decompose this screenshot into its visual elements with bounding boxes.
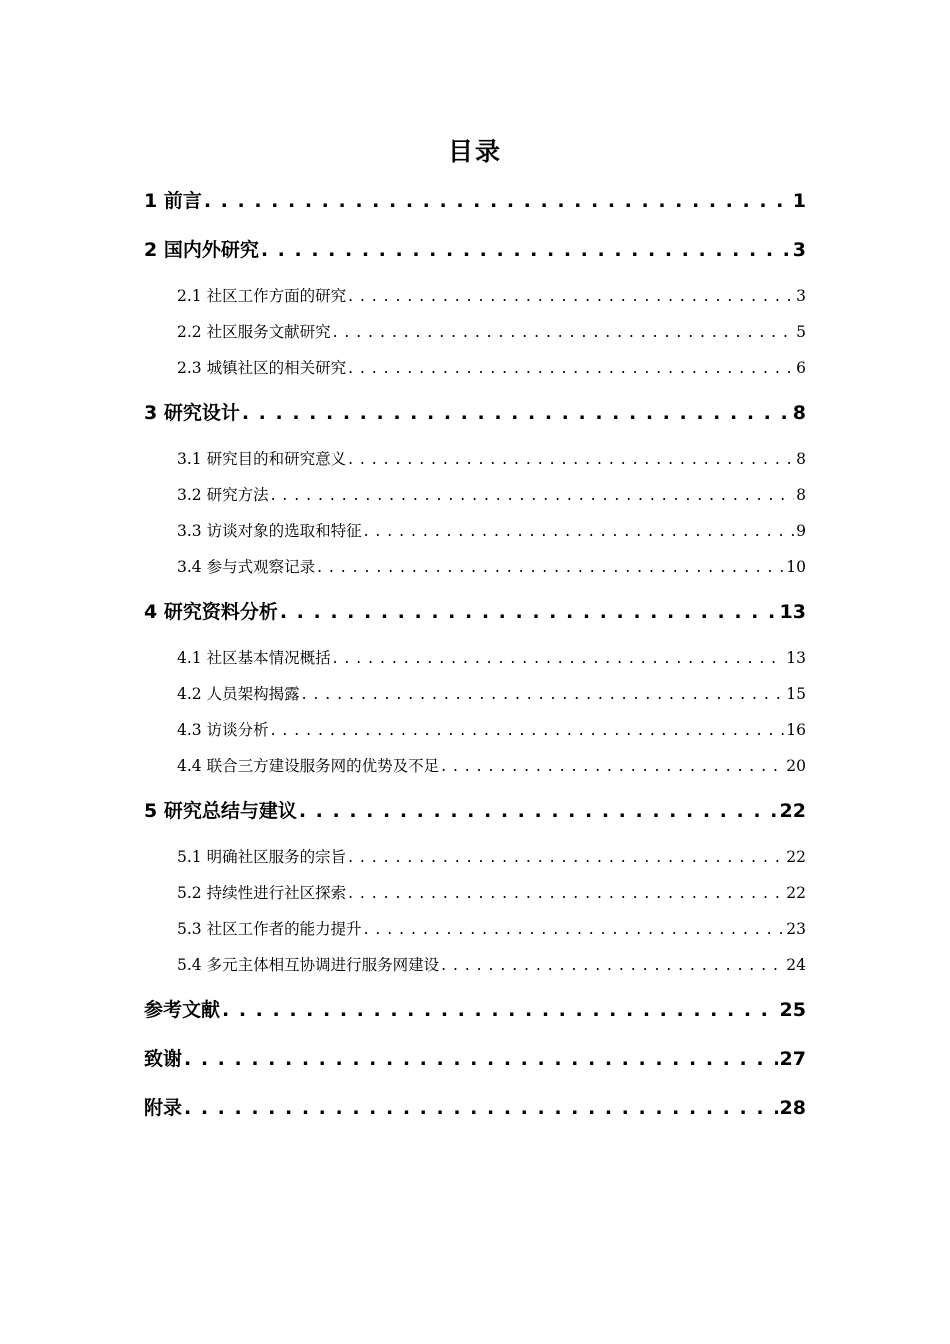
dot-leader	[299, 790, 778, 832]
toc-entry-label: 5.1 明确社区服务的宗旨	[177, 848, 347, 866]
toc-subentry	[144, 947, 806, 989]
dot-leader	[348, 350, 794, 386]
toc-entry-page: 8	[792, 402, 806, 424]
toc-entry-label: 2 国内外研究	[144, 239, 259, 261]
toc-entry-label: 4.4 联合三方建设服务网的优势及不足	[177, 757, 440, 775]
toc-entry-page: 25	[779, 999, 806, 1021]
toc-entry	[144, 229, 806, 278]
toc-entry	[144, 1038, 806, 1087]
toc-entry-label: 3.2 研究方法	[177, 486, 269, 504]
dot-leader	[333, 640, 785, 676]
toc-subentry	[144, 911, 806, 947]
dot-leader	[271, 477, 795, 513]
toc-entry-page: 13	[779, 601, 806, 623]
toc-entry-page: 5	[796, 323, 806, 341]
toc-entry-label: 5 研究总结与建议	[144, 800, 297, 822]
toc-entry-label: 3.3 访谈对象的选取和特征	[177, 522, 362, 540]
toc-entry-page: 23	[786, 920, 806, 938]
dot-leader	[261, 229, 791, 271]
toc-subentry	[144, 314, 806, 350]
toc-entry-label: 参考文献	[144, 999, 221, 1021]
toc-entry-page: 1	[792, 190, 806, 212]
toc-subentry	[144, 278, 806, 314]
dot-leader	[348, 441, 794, 477]
dot-leader	[333, 314, 795, 350]
toc-entry-label: 3.1 研究目的和研究意义	[177, 450, 347, 468]
dot-leader	[184, 1038, 778, 1080]
toc-entry-page: 8	[796, 486, 806, 504]
toc-title: 目录	[447, 137, 502, 166]
toc-entry-label: 3 研究设计	[144, 402, 240, 424]
toc-entry-page: 24	[786, 956, 806, 974]
toc-entry-page: 3	[796, 287, 806, 305]
toc-entry-label: 3.4 参与式观察记录	[177, 558, 316, 576]
toc-entry	[144, 180, 806, 229]
dot-leader	[184, 1087, 778, 1129]
toc-entry	[144, 392, 806, 441]
toc-subentry	[144, 441, 806, 477]
dot-leader	[302, 676, 785, 712]
toc-entry-label: 5.2 持续性进行社区探索	[177, 884, 347, 902]
dot-leader	[441, 947, 784, 983]
dot-leader	[348, 875, 784, 911]
toc-entry-label: 附录	[144, 1097, 183, 1119]
toc-subentry	[144, 748, 806, 790]
dot-leader	[317, 549, 784, 585]
dot-leader	[204, 180, 791, 222]
toc-entry-page: 22	[786, 848, 806, 866]
toc-entry	[144, 1087, 806, 1136]
toc-entry-page: 6	[796, 359, 806, 377]
toc-entry-label: 1 前言	[144, 190, 202, 212]
toc-subentry	[144, 712, 806, 748]
toc-entry-page: 13	[786, 649, 806, 667]
toc-subentry	[144, 477, 806, 513]
toc-entry-label: 4.1 社区基本情况概括	[177, 649, 331, 667]
toc-entry-label: 4 研究资料分析	[144, 601, 278, 623]
toc-entry-page: 3	[792, 239, 806, 261]
dot-leader	[364, 513, 795, 549]
toc-entry	[144, 591, 806, 640]
toc-entry-page: 28	[779, 1097, 806, 1119]
toc-entry-label: 5.3 社区工作者的能力提升	[177, 920, 362, 938]
dot-leader	[271, 712, 785, 748]
toc-entry-page: 10	[786, 558, 806, 576]
toc-subentry	[144, 839, 806, 875]
toc-subentry	[144, 875, 806, 911]
toc-subentry	[144, 676, 806, 712]
toc-entry-label: 2.1 社区工作方面的研究	[177, 287, 347, 305]
toc-subentry	[144, 513, 806, 549]
dot-leader	[348, 839, 784, 875]
toc-entry-page: 22	[786, 884, 806, 902]
dot-leader	[441, 748, 784, 784]
toc-entry-page: 16	[786, 721, 806, 739]
toc-entry-label: 5.4 多元主体相互协调进行服务网建设	[177, 956, 440, 974]
toc-entry	[144, 989, 806, 1038]
toc-entry-label: 4.3 访谈分析	[177, 721, 269, 739]
toc-entry	[144, 790, 806, 839]
toc-subentry	[144, 350, 806, 392]
toc-entry-page: 22	[779, 800, 806, 822]
toc-entry-page: 8	[796, 450, 806, 468]
dot-leader	[242, 392, 791, 434]
dot-leader	[280, 591, 778, 633]
toc-entry-page: 15	[786, 685, 806, 703]
toc-entry-page: 27	[779, 1048, 806, 1070]
toc-entry-label: 2.3 城镇社区的相关研究	[177, 359, 347, 377]
toc-subentry	[144, 549, 806, 591]
toc-entry-label: 4.2 人员架构揭露	[177, 685, 300, 703]
dot-leader	[348, 278, 794, 314]
dot-leader	[222, 989, 778, 1031]
table-of-contents	[144, 180, 806, 1136]
toc-subentry	[144, 640, 806, 676]
toc-entry-page: 9	[796, 522, 806, 540]
toc-entry-page: 20	[786, 757, 806, 775]
toc-entry-label: 致谢	[144, 1048, 183, 1070]
toc-entry-label: 2.2 社区服务文献研究	[177, 323, 331, 341]
dot-leader	[364, 911, 785, 947]
